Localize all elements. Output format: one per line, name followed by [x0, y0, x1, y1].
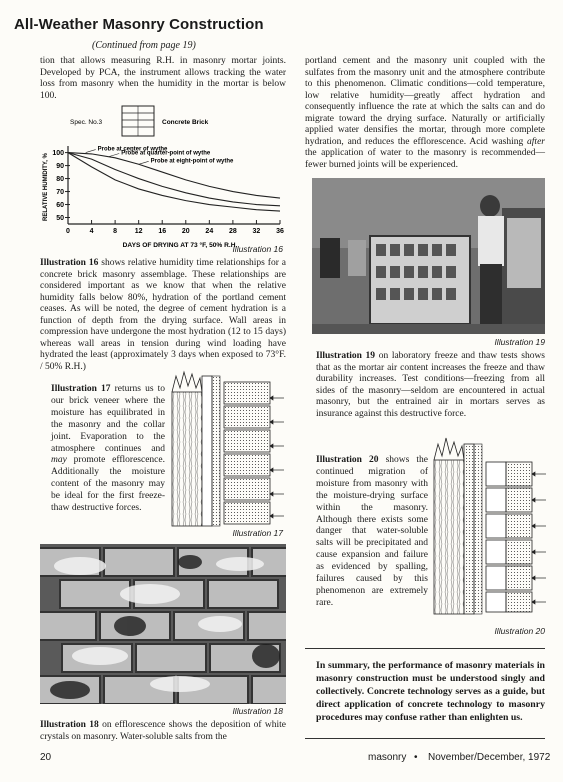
- col2-top-after: after: [527, 136, 545, 147]
- col2-top-paragraph: [305, 56, 545, 171]
- y-tick-label: 60: [56, 202, 64, 210]
- ill17-wall-diagram: [170, 370, 286, 528]
- page-title: All-Weather Masonry Construction: [14, 16, 264, 33]
- efflorescence-photo: [40, 544, 286, 704]
- issue-date: November/December, 1972: [428, 752, 551, 763]
- summary-top-rule: [305, 648, 545, 649]
- x-tick-label: 28: [228, 228, 237, 235]
- x-tick-label: 20: [181, 228, 190, 235]
- ill20-wall-diagram: [432, 436, 548, 616]
- ill17-paragraph: [51, 384, 165, 515]
- ill18-lead: Illustration 18: [40, 720, 99, 730]
- y-tick-label: 70: [56, 189, 64, 197]
- y-tick-label: 100: [52, 150, 64, 158]
- ill20-paragraph: [316, 455, 428, 610]
- legend-material: Concrete Brick: [162, 119, 209, 126]
- x-axis-label: DAYS OF DRYING AT 73 °F, 50% R.H.: [122, 242, 238, 249]
- x-tick-label: 0: [66, 228, 70, 235]
- ill18-paragraph: [40, 720, 286, 743]
- footer-bullet: •: [414, 752, 418, 763]
- ill19-paragraph: [316, 351, 545, 420]
- chart-plot-area: [43, 146, 284, 249]
- series-leader: [139, 161, 149, 164]
- ill20-text: shows the continued migration of moisture from masonry with the moisture-drying surface within the masonry. Although there exists some danger that water-soluble salts will be precipitated and cause expansion and failure as evidenced by spalling, failures caused by this phenomenon are extremely rare.: [316, 455, 428, 608]
- intro-text: tion that allows measuring R.H. in masonry mortar joints. Developed by PCA, the instrument allows tracking the water loss from masonry when the humidity in the mortar is below 100.: [40, 56, 286, 101]
- ill17-lead: Illustration 17: [51, 384, 111, 394]
- y-axis-label: RELATIVE HUMIDITY, %: [43, 153, 49, 221]
- ill19-caption: Illustration 19: [494, 337, 545, 347]
- page-number: 20: [40, 752, 52, 763]
- x-tick-label: 4: [89, 228, 94, 235]
- continued-note: (Continued from page 19): [92, 40, 196, 51]
- ill17-caption: Illustration 17: [232, 528, 283, 538]
- series-leader: [109, 153, 119, 156]
- humidity-drying-chart: [40, 104, 290, 256]
- ill19-lead: Illustration 19: [316, 351, 376, 361]
- y-tick-label: 80: [56, 176, 64, 184]
- ill17-text-b: promote efflorescence. Additionally the moisture content of the masonry may be ideal for the first freeze-thaw destructive forces.: [51, 455, 165, 514]
- series-label: Probe at quarter-point of wythe: [121, 150, 211, 157]
- x-tick-label: 36: [276, 228, 284, 235]
- summary-bottom-rule: [305, 738, 545, 739]
- col2-top-text: portland cement and the masonry unit coupled with the sulfates from the masonry unit and the atmosphere contribute to this phenomenon. Climatic conditions—cold temperature, low relative humidity—greatly affect hydration and consequently influence the rate at which the salts can and do migrate toward the drying surface. Naturally or artificially applied water densifies the mortar, through more complete hydration, and reduces the efflorescence. Acid washing: [305, 56, 545, 147]
- legend-spec: Spec. No.3: [70, 119, 103, 126]
- x-tick-label: 16: [158, 228, 167, 235]
- ill16-text: shows relative humidity time relationships for a concrete brick masonry assemblage. These relationships are considered important as we know that when the relative humidity falls below 80%, hydration of the portland cement ceases. As will be noted, the degree of cement hydration is a function of depth from the drying surface. Wall areas in compression have undergone the most hydration (12 to 15 days) whereas wall areas in tension during wind loading have hydrated the least (approximately 3 days when exposed to 73°F. / 50% R.H.): [40, 258, 286, 372]
- ill20-caption: Illustration 20: [494, 626, 545, 636]
- col2-top-end: the application of water to the masonry is recommended—fewer burned joints will be experienced.: [305, 148, 545, 170]
- ill19-text: on laboratory freeze and thaw tests shows that as the mortar air content increases the freeze and thaw durability increases. Test conditions—freezing from all sides of the masonry—seldom are encountered in actual masonry, but the entrained air in mortars serves as insurance against this destructive force.: [316, 351, 545, 419]
- summary-paragraph: In summary, the performance of masonry materials in masonry construction must be understood singly and collectively. Concrete technology serves as a guide, but direct application of concrete technology to masonry procedures may confuse rather than enlighten us.: [316, 660, 545, 723]
- series-leader: [86, 150, 96, 153]
- magazine-name: masonry: [368, 752, 407, 763]
- series-label: Probe at center of wythe: [97, 146, 168, 153]
- x-tick-label: 12: [134, 228, 143, 235]
- ill17-text-a: returns us to our brick veneer where the moisture has equilibrated in the masonry and the collar joint. Evaporation to the atmosphere continues and: [51, 384, 165, 454]
- x-tick-label: 24: [205, 228, 214, 235]
- x-tick-label: 8: [113, 228, 118, 235]
- freeze-thaw-lab-photo: [312, 178, 545, 334]
- x-tick-label: 32: [252, 228, 261, 235]
- ill16-paragraph: [40, 258, 286, 373]
- series-label: Probe at eight-point of wythe: [150, 158, 234, 165]
- ill20-lead: Illustration 20: [316, 455, 379, 465]
- ill16-lead: Illustration 16: [40, 258, 99, 268]
- ill18-text: on efflorescence shows the deposition of white crystals on masonry. Water-soluble salts from the: [40, 720, 286, 742]
- y-tick-label: 90: [56, 163, 64, 171]
- ill18-caption: Illustration 18: [232, 706, 283, 716]
- intro-paragraph: [40, 56, 286, 102]
- ill17-text-may: may: [51, 455, 67, 466]
- ill16-caption: Illustration 16: [232, 244, 283, 254]
- brick-icon: [122, 106, 154, 136]
- y-tick-label: 50: [56, 215, 64, 223]
